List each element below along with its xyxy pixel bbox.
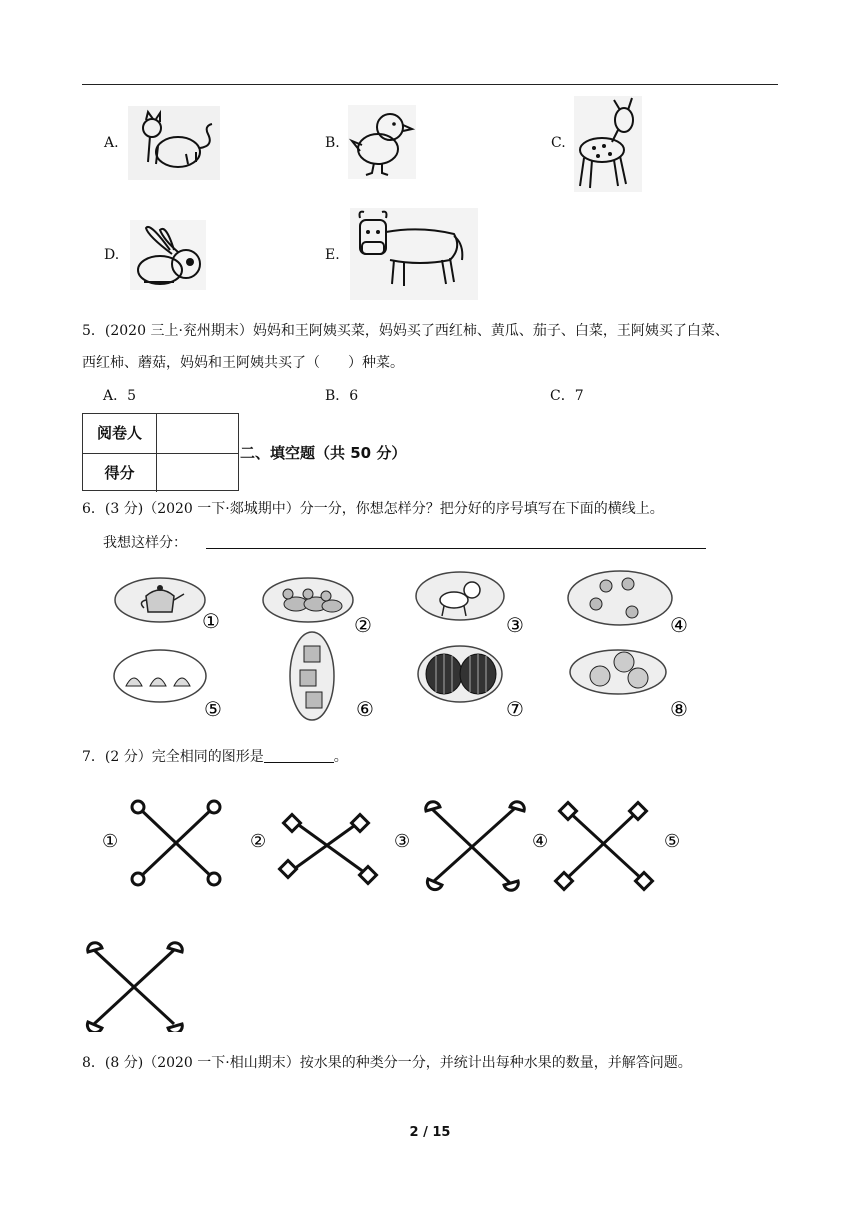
header-rule [82,84,778,85]
option-e-label: E. [325,247,340,263]
peaches-icon [114,650,206,702]
option-c-label: C. [551,135,566,151]
q5-option-c: C．7 [550,388,584,404]
figure-number-1: ① [102,831,119,852]
cross-circles-icon [132,801,220,885]
item-number-3: ③ [506,613,524,637]
question-7-blank [264,747,334,763]
item-number-7: ⑦ [506,697,524,721]
rabbit-icon [130,220,206,290]
deer-icon [574,96,642,192]
cross-squares-2-icon [556,803,653,890]
question-8-text: 8．(8 分)（2020 一下·相山期末）按水果的种类分一分，并统计出每种水果的数量，并解答问题。 [82,1055,692,1071]
item-number-4: ④ [670,613,688,637]
teapot-icon [115,578,205,622]
answer-line [206,548,706,549]
figure-number-5: ⑤ [664,831,681,852]
oranges-icon [570,650,666,694]
item-number-2: ② [354,613,372,637]
section-title: 二、填空题（共 50 分） [240,444,407,462]
question-6-text: 6．(3 分)（2020 一下·郯城期中）分一分，你想怎样分？把分好的序号填写在下面的横线上。 [82,501,664,517]
item-number-5: ⑤ [204,697,222,721]
reviewer-label: 阅卷人 [83,414,157,453]
chick-icon [348,105,416,179]
score-row [83,453,238,492]
q6-items-figure [100,566,720,726]
puppy-icon [416,572,504,620]
option-a-label: A. [104,135,119,151]
reviewer-row [83,414,238,453]
cross-squares-icon [280,815,377,884]
q7-figures [96,795,696,895]
chicks-icon [568,571,672,625]
item-number-6: ⑥ [356,697,374,721]
question-7-prompt: 7．(2 分）完全相同的图形是 [82,749,264,765]
cat-icon [128,106,220,180]
answer-prompt: 我想这样分： [103,535,187,551]
question-7-end: 。 [333,749,348,765]
cross-semicircles-5-icon [82,938,192,1032]
figure-number-3: ③ [394,831,411,852]
cow-icon [350,208,478,300]
question-7-text [82,742,348,772]
cross-semicircles-icon [426,802,525,891]
teapots-icon [290,632,334,720]
score-label: 得分 [83,454,157,492]
grading-box [82,413,239,491]
watermelons-icon [418,646,502,702]
figure-number-4: ④ [532,831,549,852]
item-number-1: ① [202,609,220,633]
question-5-line-1: 5．(2020 三上·兖州期末）妈妈和王阿姨买菜，妈妈买了西红柿、黄瓜、茄子、白菜，王阿姨买了白菜、 [82,323,729,339]
page-number: 2 / 15 [409,1125,451,1140]
item-number-8: ⑧ [670,697,688,721]
q5-option-a: A．5 [103,388,137,404]
option-d-label: D. [104,247,120,263]
option-b-label: B. [325,135,340,151]
figure-number-2: ② [250,831,267,852]
question-5-line-2: 西红柿、蘑菇，妈妈和王阿姨共买了（ ）种菜。 [82,355,404,371]
q5-option-b: B．6 [325,388,359,404]
ducks-icon [263,578,353,622]
